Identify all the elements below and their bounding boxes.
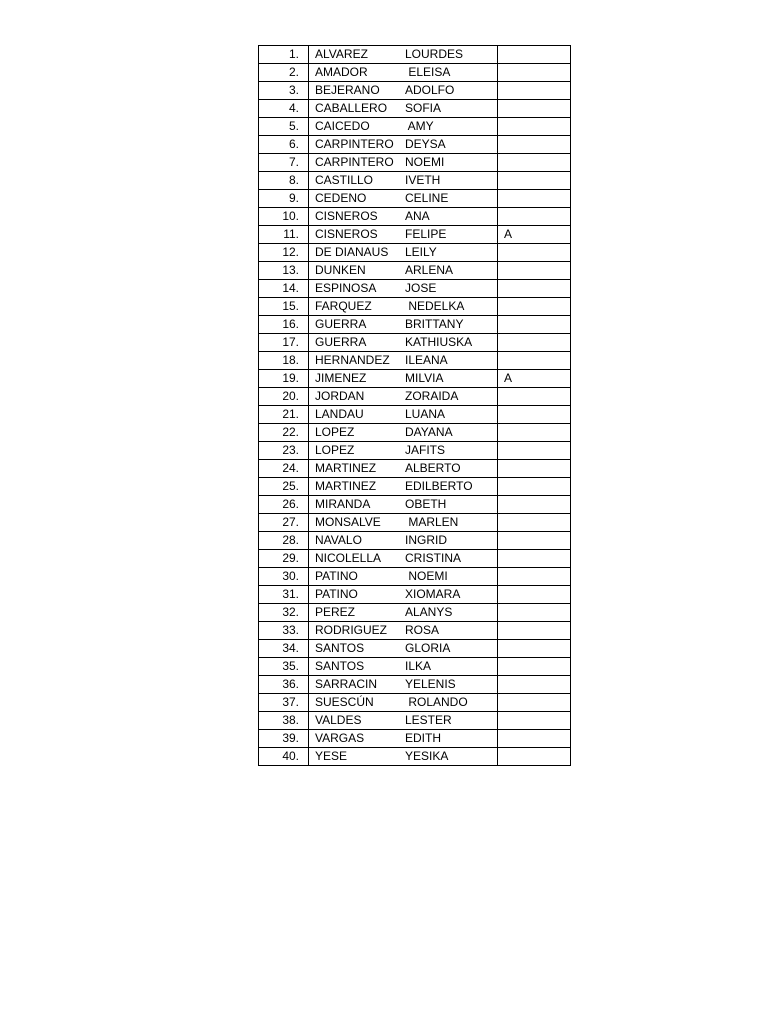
surname: AMADOR: [315, 65, 368, 79]
student-name-cell: [309, 460, 498, 478]
mark-cell: [498, 172, 571, 190]
table-row: [259, 604, 571, 622]
mark-cell: [498, 388, 571, 406]
student-name-cell: [309, 64, 498, 82]
surname: LANDAU: [315, 407, 364, 421]
table-row: [259, 370, 571, 388]
table-row: [259, 730, 571, 748]
given-name: EDITH: [405, 731, 441, 745]
mark-cell: [498, 514, 571, 532]
table-row: [259, 388, 571, 406]
student-name-cell: [309, 640, 498, 658]
surname: CARPINTERO: [315, 155, 394, 169]
table-row: [259, 460, 571, 478]
table-row: [259, 712, 571, 730]
surname: CAICEDO: [315, 119, 370, 133]
given-name: ALBERTO: [405, 461, 461, 475]
table-row: [259, 82, 571, 100]
student-name-cell: [309, 136, 498, 154]
row-number: 16.: [259, 316, 309, 334]
student-name-cell: [309, 46, 498, 64]
student-name-cell: [309, 694, 498, 712]
given-name: LESTER: [405, 713, 452, 727]
row-number: 2.: [259, 64, 309, 82]
row-number: 11.: [259, 226, 309, 244]
student-name-cell: [309, 496, 498, 514]
mark-cell: [498, 730, 571, 748]
given-name: IVETH: [405, 173, 441, 187]
row-number: 21.: [259, 406, 309, 424]
mark-cell: A: [498, 370, 571, 388]
given-name: ROSA: [405, 623, 440, 637]
surname: CARPINTERO: [315, 137, 394, 151]
row-number: 39.: [259, 730, 309, 748]
given-name: LEILY: [405, 245, 437, 259]
table-row: [259, 748, 571, 766]
student-name-cell: [309, 82, 498, 100]
surname: JORDAN: [315, 389, 365, 403]
mark-cell: [498, 478, 571, 496]
surname: MARTINEZ: [315, 479, 377, 493]
given-name: DEYSA: [405, 137, 446, 151]
table-row: [259, 424, 571, 442]
student-name-cell: [309, 262, 498, 280]
table-row: [259, 64, 571, 82]
student-name-cell: [309, 532, 498, 550]
mark-cell: [498, 604, 571, 622]
mark-cell: [498, 712, 571, 730]
surname: SANTOS: [315, 641, 365, 655]
table-row: [259, 496, 571, 514]
given-name: NEDELKA: [405, 299, 465, 313]
mark-cell: [498, 586, 571, 604]
surname: NAVALO: [315, 533, 362, 547]
mark-cell: [498, 316, 571, 334]
surname: GUERRA: [315, 317, 367, 331]
row-number: 14.: [259, 280, 309, 298]
given-name: ZORAIDA: [405, 389, 459, 403]
row-number: 40.: [259, 748, 309, 766]
mark-cell: [498, 748, 571, 766]
surname: PEREZ: [315, 605, 356, 619]
mark-cell: [498, 244, 571, 262]
surname: MARTINEZ: [315, 461, 377, 475]
given-name: OBETH: [405, 497, 447, 511]
given-name: JOSE: [405, 281, 437, 295]
mark-cell: [498, 100, 571, 118]
given-name: EDILBERTO: [405, 479, 473, 493]
given-name: ROLANDO: [405, 695, 468, 709]
mark-cell: [498, 658, 571, 676]
given-name: CELINE: [405, 191, 449, 205]
row-number: 31.: [259, 586, 309, 604]
student-name-cell: [309, 298, 498, 316]
student-name-cell: [309, 604, 498, 622]
surname: CABALLERO: [315, 101, 388, 115]
table-row: [259, 154, 571, 172]
table-row: [259, 532, 571, 550]
roster-table: [258, 45, 571, 766]
student-name-cell: [309, 352, 498, 370]
table-row: [259, 298, 571, 316]
row-number: 36.: [259, 676, 309, 694]
table-row: [259, 550, 571, 568]
student-name-cell: [309, 676, 498, 694]
row-number: 32.: [259, 604, 309, 622]
row-number: 13.: [259, 262, 309, 280]
row-number: 37.: [259, 694, 309, 712]
student-name-cell: [309, 244, 498, 262]
surname: MONSALVE: [315, 515, 381, 529]
table-row: [259, 262, 571, 280]
table-row: [259, 100, 571, 118]
student-name-cell: [309, 208, 498, 226]
given-name: ELEISA: [405, 65, 451, 79]
student-name-cell: [309, 550, 498, 568]
surname: BEJERANO: [315, 83, 380, 97]
surname: NICOLELLA: [315, 551, 382, 565]
mark-cell: [498, 262, 571, 280]
mark-cell: [498, 298, 571, 316]
table-row: [259, 586, 571, 604]
given-name: ALANYS: [405, 605, 453, 619]
surname: VARGAS: [315, 731, 365, 745]
given-name: ARLENA: [405, 263, 454, 277]
table-row: [259, 676, 571, 694]
table-row: [259, 208, 571, 226]
table-row: [259, 190, 571, 208]
surname: ALVAREZ: [315, 47, 368, 61]
table-row: [259, 136, 571, 154]
mark-cell: [498, 694, 571, 712]
given-name: BRITTANY: [405, 317, 464, 331]
given-name: NOEMI: [405, 155, 445, 169]
row-number: 33.: [259, 622, 309, 640]
mark-cell: [498, 118, 571, 136]
mark-cell: [498, 46, 571, 64]
student-name-cell: [309, 154, 498, 172]
mark-cell: [498, 280, 571, 298]
table-row: [259, 478, 571, 496]
table-row: [259, 334, 571, 352]
given-name: AMY: [405, 119, 434, 133]
student-name-cell: [309, 100, 498, 118]
given-name: YELENIS: [405, 677, 456, 691]
student-name-cell: [309, 712, 498, 730]
row-number: 6.: [259, 136, 309, 154]
mark-cell: [498, 82, 571, 100]
mark-cell: [498, 334, 571, 352]
table-row: [259, 280, 571, 298]
given-name: YESIKA: [405, 749, 449, 763]
given-name: XIOMARA: [405, 587, 461, 601]
student-name-cell: [309, 388, 498, 406]
table-row: [259, 226, 571, 244]
surname: CISNEROS: [315, 209, 378, 223]
given-name: GLORIA: [405, 641, 451, 655]
student-name-cell: [309, 568, 498, 586]
given-name: JAFITS: [405, 443, 446, 457]
surname: MIRANDA: [315, 497, 371, 511]
table-row: [259, 694, 571, 712]
mark-cell: [498, 568, 571, 586]
row-number: 25.: [259, 478, 309, 496]
student-name-cell: [309, 118, 498, 136]
student-name-cell: [309, 280, 498, 298]
row-number: 10.: [259, 208, 309, 226]
student-name-cell: [309, 424, 498, 442]
row-number: 15.: [259, 298, 309, 316]
table-row: [259, 406, 571, 424]
student-name-cell: [309, 730, 498, 748]
given-name: FELIPE: [405, 227, 447, 241]
given-name: ILKA: [405, 659, 432, 673]
student-name-cell: [309, 586, 498, 604]
surname: SARRACIN: [315, 677, 378, 691]
table-row: [259, 640, 571, 658]
table-row: [259, 352, 571, 370]
surname: YESE: [315, 749, 348, 763]
student-name-cell: [309, 442, 498, 460]
surname: HERNANDEZ: [315, 353, 390, 367]
student-name-cell: [309, 226, 498, 244]
table-row: [259, 514, 571, 532]
given-name: ILEANA: [405, 353, 448, 367]
surname: ESPINOSA: [315, 281, 377, 295]
row-number: 1.: [259, 46, 309, 64]
row-number: 19.: [259, 370, 309, 388]
mark-cell: [498, 676, 571, 694]
surname: SUESCÚN: [315, 695, 374, 709]
mark-cell: A: [498, 226, 571, 244]
table-row: [259, 172, 571, 190]
row-number: 29.: [259, 550, 309, 568]
mark-cell: [498, 442, 571, 460]
mark-cell: [498, 622, 571, 640]
given-name: KATHIUSKA: [405, 335, 473, 349]
mark-cell: [498, 550, 571, 568]
student-name-cell: [309, 316, 498, 334]
surname: CEDENO: [315, 191, 367, 205]
mark-cell: [498, 352, 571, 370]
row-number: 24.: [259, 460, 309, 478]
table-row: [259, 118, 571, 136]
student-name-cell: [309, 622, 498, 640]
given-name: DAYANA: [405, 425, 453, 439]
row-number: 35.: [259, 658, 309, 676]
table-row: [259, 622, 571, 640]
row-number: 22.: [259, 424, 309, 442]
row-number: 28.: [259, 532, 309, 550]
table-row: [259, 316, 571, 334]
roster-table-body: [259, 46, 571, 766]
given-name: LOURDES: [405, 47, 464, 61]
surname: FARQUEZ: [315, 299, 372, 313]
mark-cell: [498, 424, 571, 442]
surname: GUERRA: [315, 335, 367, 349]
mark-cell: [498, 190, 571, 208]
surname: PATINO: [315, 569, 358, 583]
student-name-cell: [309, 190, 498, 208]
surname: VALDES: [315, 713, 362, 727]
student-name-cell: [309, 748, 498, 766]
row-number: 27.: [259, 514, 309, 532]
surname: CASTILLO: [315, 173, 374, 187]
row-number: 9.: [259, 190, 309, 208]
mark-cell: [498, 460, 571, 478]
row-number: 18.: [259, 352, 309, 370]
given-name: ANA: [405, 209, 430, 223]
surname: SANTOS: [315, 659, 365, 673]
table-row: [259, 46, 571, 64]
given-name: ADOLFO: [405, 83, 455, 97]
table-row: [259, 442, 571, 460]
table-row: [259, 658, 571, 676]
surname: JIMENEZ: [315, 371, 367, 385]
mark-cell: [498, 64, 571, 82]
row-number: 7.: [259, 154, 309, 172]
surname: LOPEZ: [315, 425, 355, 439]
row-number: 4.: [259, 100, 309, 118]
student-name-cell: [309, 334, 498, 352]
given-name: SOFIA: [405, 101, 442, 115]
row-number: 8.: [259, 172, 309, 190]
surname: CISNEROS: [315, 227, 378, 241]
given-name: CRISTINA: [405, 551, 462, 565]
student-name-cell: [309, 478, 498, 496]
given-name: MILVIA: [405, 371, 444, 385]
mark-cell: [498, 136, 571, 154]
mark-cell: [498, 532, 571, 550]
row-number: 3.: [259, 82, 309, 100]
surname: DUNKEN: [315, 263, 366, 277]
row-number: 34.: [259, 640, 309, 658]
student-name-cell: [309, 514, 498, 532]
mark-cell: [498, 208, 571, 226]
row-number: 38.: [259, 712, 309, 730]
row-number: 20.: [259, 388, 309, 406]
row-number: 12.: [259, 244, 309, 262]
given-name: NOEMI: [405, 569, 448, 583]
given-name: MARLEN: [405, 515, 459, 529]
table-row: [259, 244, 571, 262]
table-row: [259, 568, 571, 586]
mark-cell: [498, 406, 571, 424]
mark-cell: [498, 640, 571, 658]
mark-cell: [498, 496, 571, 514]
surname: RODRIGUEZ: [315, 623, 387, 637]
student-name-cell: [309, 406, 498, 424]
surname: PATINO: [315, 587, 358, 601]
row-number: 5.: [259, 118, 309, 136]
student-name-cell: [309, 370, 498, 388]
mark-cell: [498, 154, 571, 172]
row-number: 23.: [259, 442, 309, 460]
student-name-cell: [309, 172, 498, 190]
surname: DE DIANAUS: [315, 245, 389, 259]
row-number: 17.: [259, 334, 309, 352]
row-number: 30.: [259, 568, 309, 586]
row-number: 26.: [259, 496, 309, 514]
given-name: INGRID: [405, 533, 447, 547]
given-name: LUANA: [405, 407, 446, 421]
surname: LOPEZ: [315, 443, 355, 457]
student-name-cell: [309, 658, 498, 676]
